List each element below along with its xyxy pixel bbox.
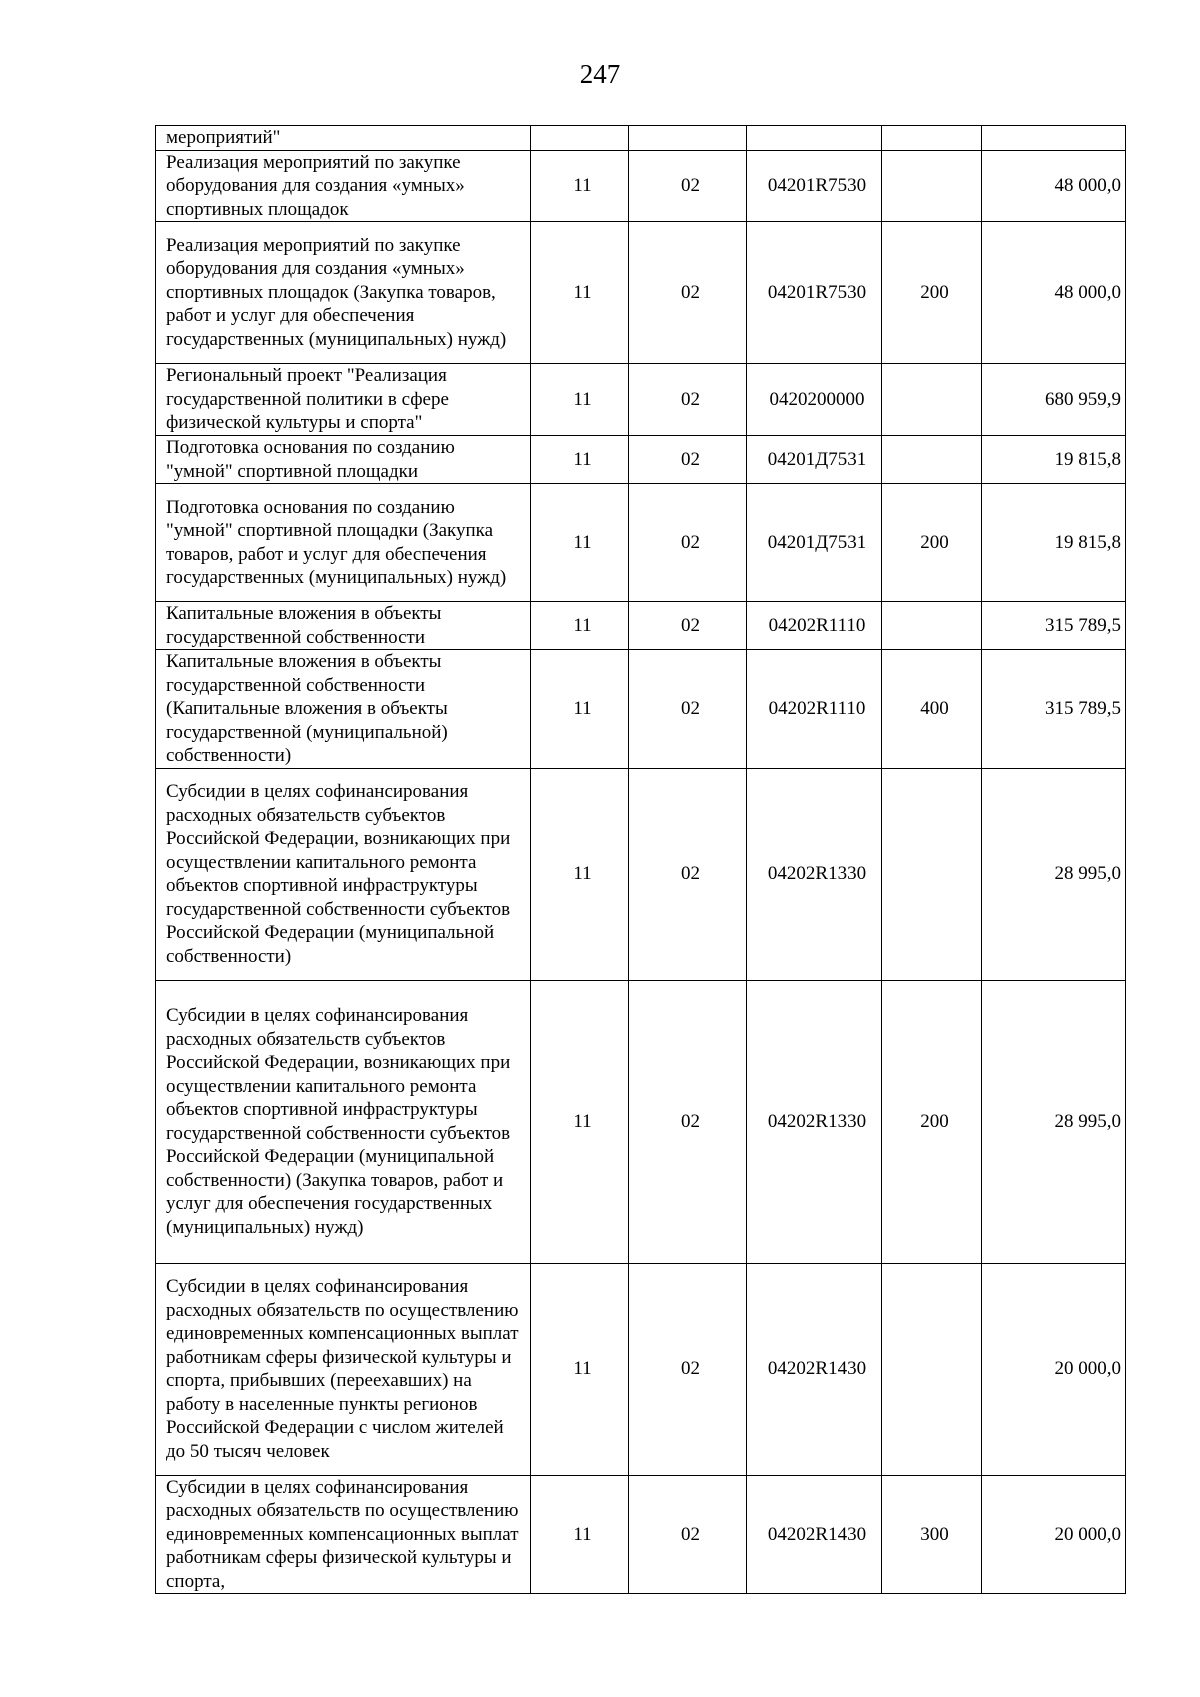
expense-type-cell (882, 602, 982, 650)
section-code-cell: 11 (531, 650, 629, 769)
table-row (156, 980, 1126, 1263)
expense-name-cell: Реализация мероприятий по закупке оборудования для создания «умных» спортивных площадок (156, 150, 531, 222)
section-code-cell: 11 (531, 484, 629, 602)
subsection-code-cell: 02 (629, 364, 747, 436)
table-row (156, 1475, 1126, 1594)
expense-name-cell: Региональный проект "Реализация государственной политики в сфере физической культуры и спорта" (156, 364, 531, 436)
page-number: 247 (579, 59, 621, 89)
section-code-cell: 11 (531, 980, 629, 1263)
expense-name-cell: Капитальные вложения в объекты государственной собственности (156, 602, 531, 650)
subsection-code-cell: 02 (629, 436, 747, 484)
table-row (156, 768, 1126, 980)
section-code-cell: 11 (531, 150, 629, 222)
expense-name-cell: Подготовка основания по созданию "умной" спортивной площадки (Закупка товаров, работ и услуг для обеспечения государственных (муниципальных) нужд) (156, 484, 531, 602)
expense-type-cell: 200 (882, 484, 982, 602)
target-article-cell: 04202R1330 (747, 768, 882, 980)
subsection-code-cell: 02 (629, 768, 747, 980)
expense-name-cell: Субсидии в целях софинансирования расходных обязательств субъектов Российской Федерации, возникающих при осуществлении капитального ремонта объектов спортивной инфраструктуры государственной собственности субъектов Российской Федерации (муниципальной собственности) (Закупка товаров, работ и услуг для обеспечения государственных (муниципальных) нужд) (156, 980, 531, 1263)
section-code-cell: 11 (531, 1263, 629, 1475)
amount-cell: 48 000,0 (982, 222, 1126, 364)
amount-cell: 19 815,8 (982, 436, 1126, 484)
amount-cell: 20 000,0 (982, 1263, 1126, 1475)
target-article-cell: 04201Д7531 (747, 484, 882, 602)
table-row (156, 222, 1126, 364)
expense-type-cell: 300 (882, 1475, 982, 1594)
table-row (156, 150, 1126, 222)
subsection-code-cell: 02 (629, 1475, 747, 1594)
amount-cell: 680 959,9 (982, 364, 1126, 436)
expense-name-cell: Субсидии в целях софинансирования расходных обязательств по осуществлению единовременных компенсационных выплат работникам сферы физической культуры и спорта, (156, 1475, 531, 1594)
expense-type-cell (882, 150, 982, 222)
section-code-cell: 11 (531, 1475, 629, 1594)
subsection-code-cell: 02 (629, 484, 747, 602)
section-code-cell: 11 (531, 222, 629, 364)
amount-cell: 19 815,8 (982, 484, 1126, 602)
table-row (156, 436, 1126, 484)
section-code-cell: 11 (531, 436, 629, 484)
section-code-cell (531, 126, 629, 151)
target-article-cell: 04202R1330 (747, 980, 882, 1263)
expense-type-cell (882, 436, 982, 484)
amount-cell: 28 995,0 (982, 980, 1126, 1263)
table-row (156, 650, 1126, 769)
section-code-cell: 11 (531, 768, 629, 980)
expense-type-cell: 400 (882, 650, 982, 769)
subsection-code-cell (629, 126, 747, 151)
table-row (156, 126, 1126, 151)
target-article-cell: 04202R1430 (747, 1475, 882, 1594)
expense-name-cell: Субсидии в целях софинансирования расходных обязательств субъектов Российской Федерации, возникающих при осуществлении капитального ремонта объектов спортивной инфраструктуры государственной собственности субъектов Российской Федерации (муниципальной собственности) (156, 768, 531, 980)
expense-type-cell (882, 364, 982, 436)
expense-type-cell: 200 (882, 222, 982, 364)
amount-cell: 315 789,5 (982, 650, 1126, 769)
table-row (156, 484, 1126, 602)
subsection-code-cell: 02 (629, 150, 747, 222)
expense-type-cell (882, 126, 982, 151)
budget-table (155, 125, 1126, 1594)
target-article-cell: 04202R1110 (747, 650, 882, 769)
amount-cell: 48 000,0 (982, 150, 1126, 222)
subsection-code-cell: 02 (629, 602, 747, 650)
section-code-cell: 11 (531, 602, 629, 650)
subsection-code-cell: 02 (629, 980, 747, 1263)
target-article-cell: 04201R7530 (747, 150, 882, 222)
target-article-cell: 04201R7530 (747, 222, 882, 364)
expense-type-cell (882, 1263, 982, 1475)
amount-cell: 315 789,5 (982, 602, 1126, 650)
target-article-cell: 04202R1110 (747, 602, 882, 650)
table-row (156, 602, 1126, 650)
expense-name-cell: Субсидии в целях софинансирования расходных обязательств по осуществлению единовременных компенсационных выплат работникам сферы физической культуры и спорта, прибывших (переехавших) на работу в населенные пункты регионов Российской Федерации с числом жителей до 50 тысяч человек (156, 1263, 531, 1475)
expense-type-cell (882, 768, 982, 980)
subsection-code-cell: 02 (629, 222, 747, 364)
expense-name-cell: Подготовка основания по созданию "умной" спортивной площадки (156, 436, 531, 484)
target-article-cell: 04202R1430 (747, 1263, 882, 1475)
subsection-code-cell: 02 (629, 1263, 747, 1475)
target-article-cell: 0420200000 (747, 364, 882, 436)
section-code-cell: 11 (531, 364, 629, 436)
amount-cell: 20 000,0 (982, 1475, 1126, 1594)
table-row (156, 364, 1126, 436)
expense-name-cell: мероприятий" (156, 126, 531, 151)
table-row (156, 1263, 1126, 1475)
target-article-cell (747, 126, 882, 151)
expense-name-cell: Реализация мероприятий по закупке оборудования для создания «умных» спортивных площадок (Закупка товаров, работ и услуг для обеспечения государственных (муниципальных) нужд) (156, 222, 531, 364)
amount-cell (982, 126, 1126, 151)
expense-name-cell: Капитальные вложения в объекты государственной собственности (Капитальные вложения в объекты государственной (муниципальной) собственности) (156, 650, 531, 769)
target-article-cell: 04201Д7531 (747, 436, 882, 484)
subsection-code-cell: 02 (629, 650, 747, 769)
expense-type-cell: 200 (882, 980, 982, 1263)
amount-cell: 28 995,0 (982, 768, 1126, 980)
